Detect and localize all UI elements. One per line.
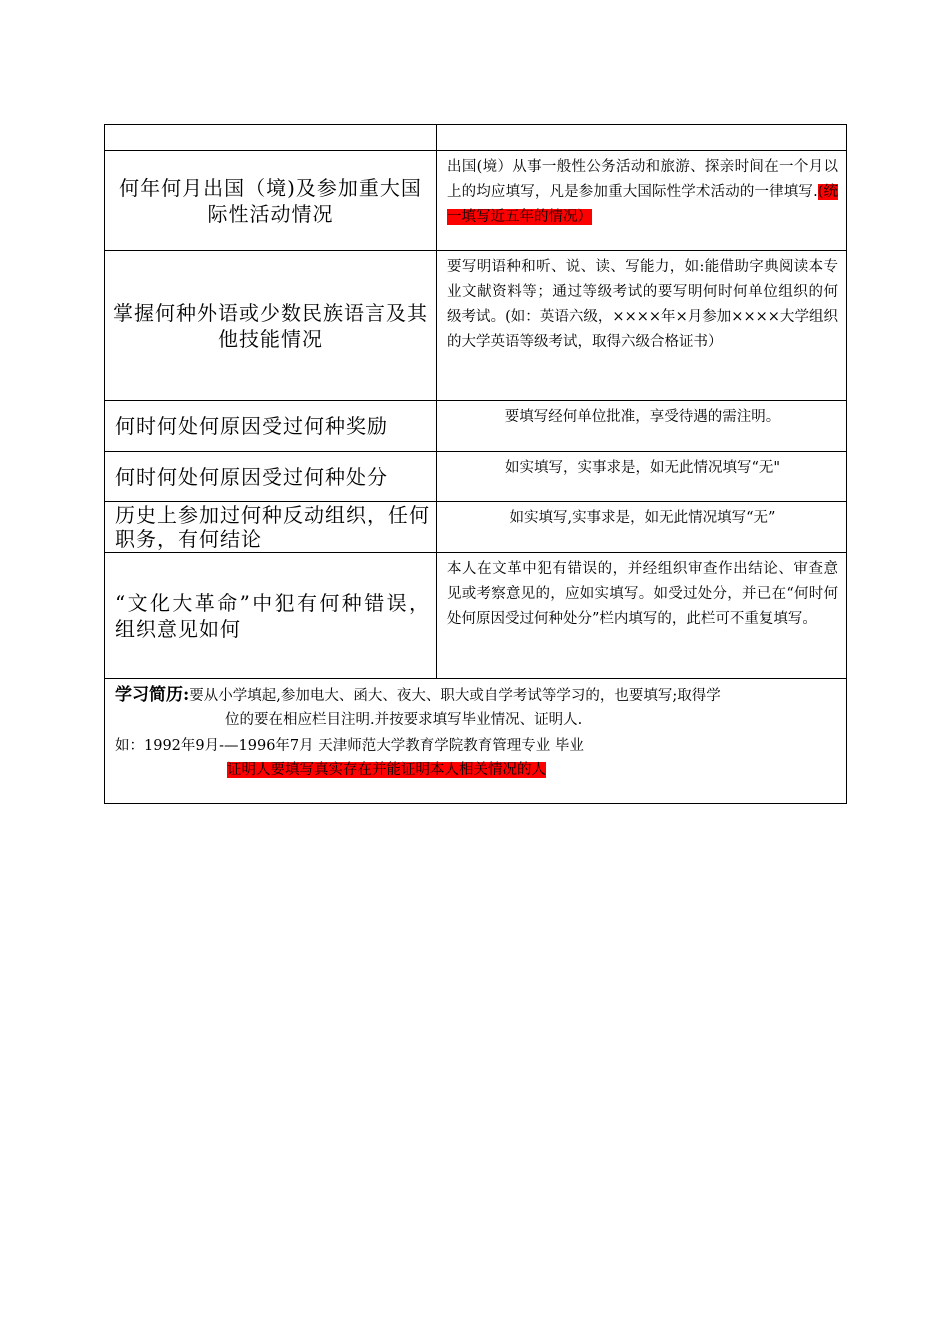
- abroad-label: 何年何月出国（境)及参加重大国际性活动情况: [105, 151, 437, 251]
- study-title: 学习简历: [115, 685, 183, 705]
- row-punishment: [105, 452, 847, 502]
- abroad-note-cell[interactable]: [437, 151, 847, 251]
- empty-label-cell: [105, 125, 437, 151]
- row-study-history: [105, 679, 847, 804]
- study-instruction-text1: 要从小学填起,参加电大、函大、夜大、职大或自学考试等学习的，也要填写;取得学: [189, 688, 721, 704]
- row-cultural-revolution: [105, 553, 847, 679]
- cultural-revolution-label: “文化大革命”中犯有何种错误，组织意见如何: [105, 553, 437, 679]
- study-colon: :: [183, 685, 190, 705]
- abroad-note: 出国(境）从事一般性公务活动和旅游、探亲时间在一个月以上的均应填写，凡是参加重大国际性学术活动的一律填写.: [447, 159, 838, 200]
- cultural-revolution-note[interactable]: 本人在文革中犯有错误的，并经组织审查作出结论、审查意见或考察意见的，应如实填写。如受过处分，并已在“何时何处何原因受过何种处分”栏内填写的，此栏可不重复填写。: [437, 553, 847, 679]
- study-history-cell[interactable]: [105, 679, 847, 804]
- language-note[interactable]: 要写明语种和听、说、读、写能力，如:能借助字典阅读本专业文献资料等；通过等级考试的要写明何时何单位组织的何级考试。(如：英语六级，××××年×月参加××××大学组织的大学英语等级考试，取得六级合格证书）: [437, 251, 847, 401]
- row-reactionary: [105, 502, 847, 553]
- study-witness-highlight: 证明人要填写真实存在并能证明本人相关情况的人: [227, 762, 546, 778]
- reactionary-label: 历史上参加过何种反动组织，任何职务，有何结论: [105, 502, 437, 553]
- abroad-note-highlight: (统一填写近五年的情况）: [447, 184, 838, 225]
- awards-note[interactable]: 要填写经何单位批准，享受待遇的需注明。: [437, 401, 847, 452]
- empty-top-row: [105, 125, 847, 151]
- study-instruction-line1: [115, 683, 838, 708]
- punishment-note[interactable]: 如实填写，实事求是，如无此情况填写“无": [437, 452, 847, 502]
- punishment-label: 何时何处何原因受过何种处分: [105, 452, 437, 502]
- awards-label: 何时何处何原因受过何种奖励: [105, 401, 437, 452]
- row-awards: [105, 401, 847, 452]
- row-abroad: [105, 151, 847, 251]
- study-instruction-line2: 位的要在相应栏目注明.并按要求填写毕业情况、证明人.: [225, 712, 583, 728]
- study-example: 如：1992年9月-—1996年7月 天津师范大学教育学院教育管理专业 毕业: [115, 738, 584, 754]
- personal-record-form: [104, 124, 847, 804]
- reactionary-note[interactable]: 如实填写,实事求是，如无此情况填写“无”: [437, 502, 847, 553]
- row-language: [105, 251, 847, 401]
- language-label: 掌握何种外语或少数民族语言及其他技能情况: [105, 251, 437, 401]
- study-witness-line: [115, 758, 838, 782]
- empty-note-cell: [437, 125, 847, 151]
